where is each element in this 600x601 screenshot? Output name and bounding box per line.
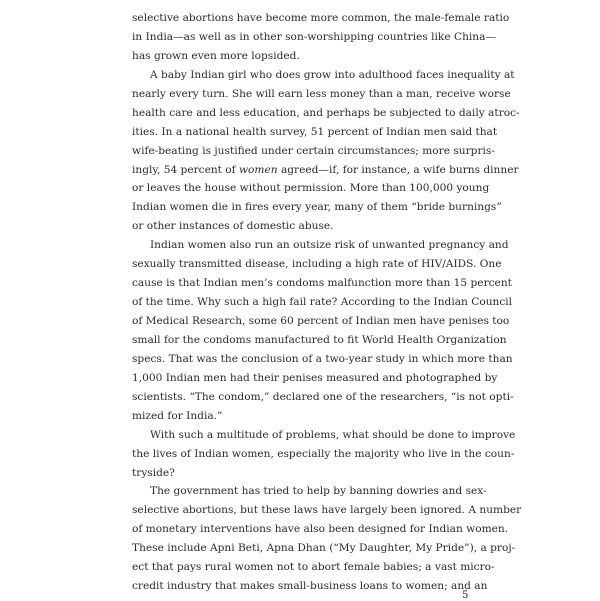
text-line: ities. In a national health survey, 51 percent of Indian men said that <box>132 125 498 138</box>
text-segment: agreed—if, for instance, a wife burns dinner <box>277 163 519 176</box>
text-line: has grown even more lopsided. <box>132 49 300 62</box>
text-line: A baby Indian girl who does grow into adulthood faces inequality at <box>150 68 515 81</box>
text-line: With such a multitude of problems, what should be done to improve <box>150 428 516 441</box>
text-line: selective abortions, but these laws have largely been ignored. A number <box>132 504 522 517</box>
text-line: The government has tried to help by banning dowries and sex- <box>150 485 487 498</box>
text-line-mixed <box>132 161 519 180</box>
page-number: 5 <box>462 590 469 601</box>
text-line: ect that pays rural women not to abort female babies; a vast micro- <box>132 561 495 574</box>
body-text <box>132 9 522 596</box>
text-line: nearly every turn. She will earn less money than a man, receive worse <box>132 87 511 100</box>
text-line: health care and less education, and perhaps be subjected to daily atroc- <box>132 106 520 119</box>
text-line: in India—as well as in other son-worshipping countries like China— <box>132 30 497 43</box>
text-line: tryside? <box>132 466 175 479</box>
text-line: Indian women also run an outsize risk of unwanted pregnancy and <box>150 239 509 252</box>
text-line: small for the condoms manufactured to fit World Health Organization <box>132 333 507 346</box>
text-line: of the time. Why such a high fail rate? According to the Indian Council <box>132 296 513 309</box>
text-line: cause is that Indian men’s condoms malfunction more than 15 percent <box>132 277 512 290</box>
text-line: mized for India.” <box>132 409 223 422</box>
text-line: or other instances of domestic abuse. <box>132 220 334 233</box>
text-line: the lives of Indian women, especially the majority who live in the coun- <box>132 447 515 460</box>
text-line: of Medical Research, some 60 percent of Indian men have penises too <box>132 315 510 327</box>
text-line: wife-beating is justified under certain circumstances; more surpris- <box>132 144 495 157</box>
text-line: Indian women die in fires every year, many of them “bride burnings” <box>132 201 502 214</box>
text-line: of monetary interventions have also been designed for Indian women. <box>132 523 509 536</box>
text-line: 1,000 Indian men had their penises measured and photographed by <box>132 371 498 384</box>
text-line: or leaves the house without permission. More than 100,000 young <box>132 182 490 195</box>
text-line: scientists. “The condom,” declared one of the researchers, “is not opti- <box>132 390 514 403</box>
text-line: These include Apni Beti, Apna Dhan (“My Daughter, My Pride”), a proj- <box>132 542 516 555</box>
text-line: specs. That was the conclusion of a two-year study in which more than <box>132 352 513 365</box>
emphasis-word: women <box>238 163 278 176</box>
text-segment: ingly, 54 percent of <box>132 163 239 176</box>
text-line: credit industry that makes small-business loans to women; and an <box>132 580 488 593</box>
text-line: selective abortions have become more common, the male-female ratio <box>132 12 510 24</box>
text-line: sexually transmitted disease, including a high rate of HIV/AIDS. One <box>132 258 502 271</box>
